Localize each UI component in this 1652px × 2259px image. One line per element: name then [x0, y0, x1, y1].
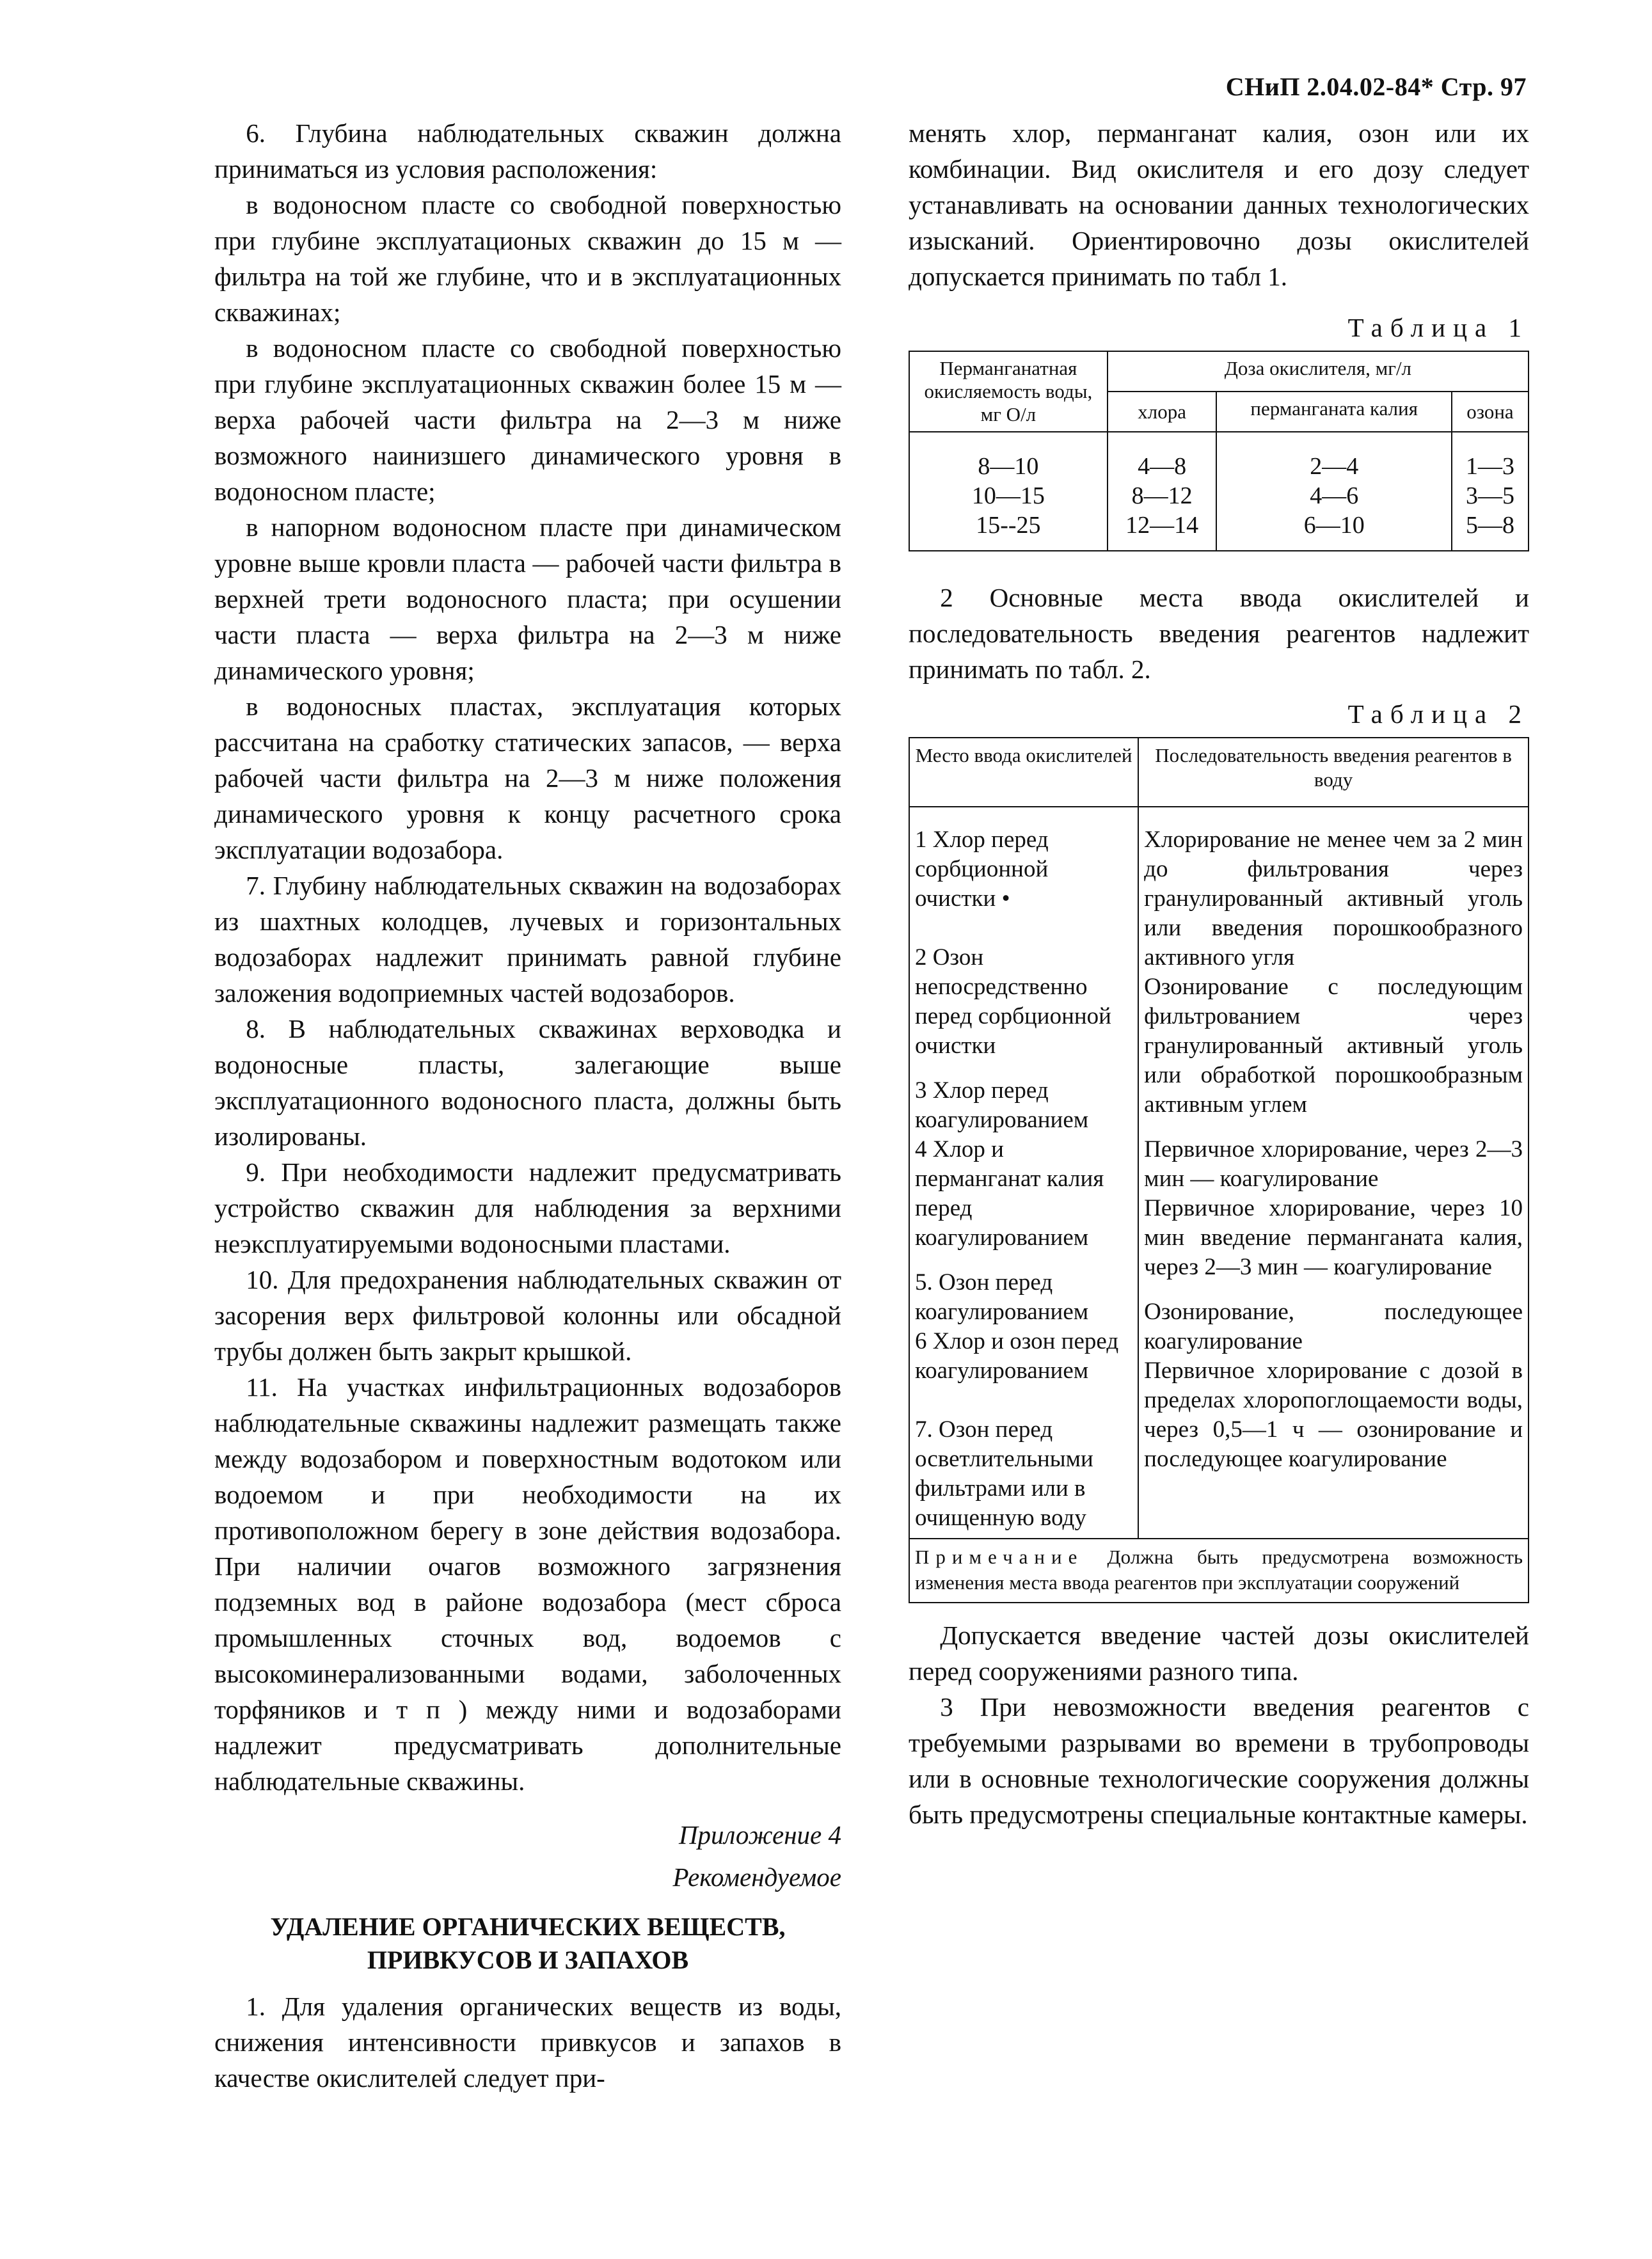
table-row	[909, 432, 1529, 551]
cell-value: 8—10	[978, 453, 1039, 480]
table-note-row	[909, 1539, 1529, 1603]
cell-value: 1—3	[1465, 453, 1514, 480]
paragraph: менять хлор, перманганат калия, озон или их комбинации. Вид окислителя и его дозу следует устанавливать на основании данных технологических изысканий. Ориентировочно дозы окислителей допускается принимать по табл 1.	[909, 118, 1529, 291]
list-item: Хлорирование не менее чем за 2 мин до фильтрования через гранулированный активный уголь или введения порошкообразного активного угля	[1144, 827, 1523, 971]
table-header-cell: озона	[1452, 392, 1529, 432]
list-item: 6 Хлор и озон перед коагулированием	[915, 1328, 1119, 1384]
table-cell	[909, 432, 1108, 551]
running-head: СНиП 2.04.02-84* Стр. 97	[1225, 72, 1527, 101]
cell-value: 8—12	[1131, 482, 1193, 509]
table-1	[909, 351, 1529, 551]
left-column	[214, 115, 841, 2096]
table-header-cell: Перманганатная окисляемость воды, мг О/л	[909, 351, 1108, 432]
cell-value: 4—6	[1310, 482, 1359, 509]
list-item: Озонирование, последующее коагулирование	[1144, 1299, 1523, 1354]
table-row	[909, 807, 1529, 1539]
table-1-caption: Таблица 1	[1347, 313, 1529, 342]
list-item: Первичное хлорирование с дозой в пределах хлоропоглощаемости воды, через 0,5—1 ч — озонирование и последующее коагулирование	[1144, 1358, 1523, 1472]
cell-value: 15--25	[976, 512, 1041, 539]
paragraph: в водоносном пласте со свободной поверхностью при глубине эксплуатационых скважин до 15 м — фильтра на той же глубине, что и в эксплуатационных скважинах;	[214, 190, 841, 327]
section-title-line: УДАЛЕНИЕ ОРГАНИЧЕСКИХ ВЕЩЕСТВ,	[270, 1912, 786, 1941]
table-header-cell: хлора	[1108, 392, 1217, 432]
table-header-cell: Доза окислителя, мг/л	[1108, 351, 1529, 392]
paragraph: 7. Глубину наблюдательных скважин на водозаборах из шахтных колодцев, лучевых и горизонтальных водозаборах надлежит принимать равной глубине заложения водоприемных частей водозаборов.	[214, 871, 841, 1008]
table-note	[909, 1539, 1529, 1603]
paragraph: 11. На участках инфильтрационных водозаборов наблюдательные скважины надлежит размещать также между водозабором и поверхностным водотоком или водоемом и при необходимости на их противоположном берегу в зоне действия водозабора. При наличии очагов возможного загрязнения подземных вод в районе водозабора (мест сброса промышленных сточных вод, водоемов с высокоминерализованными водами, заболоченных торфяников и т п ) между ними и водозаборами надлежит предусматривать дополнительные наблюдательные скважины.	[214, 1372, 841, 1796]
paragraph: 10. Для предохранения наблюдательных скважин от засорения верх фильтровой колонны или обсадной трубы должен быть закрыт крышкой.	[214, 1265, 841, 1366]
cell-value: 3—5	[1465, 482, 1514, 509]
cell-value: 6—10	[1303, 512, 1365, 539]
paragraph: 9. При необходимости надлежит предусматривать устройство скважин для наблюдения за верхними неэксплуатируемыми водоносными пластами.	[214, 1157, 841, 1258]
cell-value: 5—8	[1465, 512, 1514, 539]
paragraph: 2 Основные места ввода окислителей и последовательность введения реагентов надлежит принимать по табл. 2.	[909, 583, 1529, 684]
paragraph: 6. Глубина наблюдательных скважин должна приниматься из условия расположения:	[214, 118, 841, 184]
table-header-row	[909, 738, 1529, 807]
table-header-cell: перманганата калия	[1216, 392, 1452, 432]
appendix-status: Рекомендуемое	[672, 1862, 841, 1892]
list-item: 5. Озон перед коагулированием	[915, 1269, 1089, 1325]
table-cell	[1108, 432, 1217, 551]
table-header-row	[909, 351, 1529, 392]
section-title-line: ПРИВКУСОВ И ЗАПАХОВ	[367, 1946, 689, 1974]
paragraph: 1. Для удаления органических веществ из воды, снижения интенсивности привкусов и запахов в качестве окислителей следует при-	[214, 1992, 841, 2093]
table-cell	[909, 807, 1138, 1539]
table-header-cell: Последовательность введения реагентов в воду	[1138, 738, 1529, 807]
table-cell	[1138, 807, 1529, 1539]
paragraph: в водоносном пласте со свободной поверхностью при глубине эксплуатационных скважин более 15 м — верха рабочей части фильтра на 2—3 м ниже возможного наинизшего динамического уровня в водоносном пласте;	[214, 333, 841, 506]
cell-value: 4—8	[1138, 453, 1187, 480]
paragraph: в напорном водоносном пласте при динамическом уровне выше кровли пласта — рабочей части фильтра в верхней трети водоносного пласта; при осушении части пласта — верха фильтра на 2—3 м ниже динамического уровня;	[214, 512, 841, 685]
table-2	[909, 737, 1529, 1603]
list-item: 4 Хлор и перманганат калия перед коагулированием	[915, 1136, 1104, 1251]
cell-value: 12—14	[1125, 512, 1199, 539]
list-item: Первичное хлорирование, через 2—3 мин — коагулирование	[1144, 1136, 1523, 1192]
table-cell	[1216, 432, 1452, 551]
paragraph: 3 При невозможности введения реагентов с требуемыми разрывами во времени в трубопроводы или в основные технологические сооружения должны быть предусмотрены специальные контактные камеры.	[909, 1692, 1529, 1829]
list-item: Первичное хлорирование, через 10 мин введение перманганата калия, через 2—3 мин — коагулирование	[1144, 1195, 1523, 1280]
table-header-cell: Место ввода окислителей	[909, 738, 1138, 807]
table-2-caption: Таблица 2	[1347, 699, 1529, 729]
table-cell	[1452, 432, 1529, 551]
list-item: 2 Озон непосредственно перед сорбционной очистки	[915, 944, 1111, 1059]
paragraph: Допускается введение частей дозы окислителей перед сооружениями разного типа.	[909, 1621, 1529, 1686]
note-label: Примечание	[915, 1546, 1084, 1568]
list-item: 7. Озон перед осветлительными фильтрами или в очищенную воду	[915, 1416, 1093, 1531]
section-title	[214, 1910, 841, 1977]
list-item: 3 Хлор перед коагулированием	[915, 1077, 1089, 1133]
note-text: Должна быть предусмотрена возможность изменения места ввода реагентов при эксплуатации сооружений	[915, 1546, 1523, 1594]
paragraph: 8. В наблюдательных скважинах верховодка и водоносные пласты, залегающие выше эксплуатационного водоносного пласта, должны быть изолированы.	[214, 1014, 841, 1151]
right-column	[909, 115, 1529, 1832]
appendix-number: Приложение 4	[678, 1820, 841, 1850]
list-item: Озонирование с последующим фильтрованием через гранулированный активный уголь или обработкой порошкообразным активным углем	[1144, 974, 1523, 1118]
paragraph: в водоносных пластах, эксплуатация которых рассчитана на сработку статических запасов, — верха рабочей части фильтра на 2—3 м ниже положения динамического уровня к концу расчетного срока эксплуатации водозабора.	[214, 692, 841, 864]
cell-value: 2—4	[1310, 453, 1359, 480]
cell-value: 10—15	[971, 482, 1045, 509]
list-item: 1 Хлор перед сорбционной очистки •	[915, 827, 1049, 912]
